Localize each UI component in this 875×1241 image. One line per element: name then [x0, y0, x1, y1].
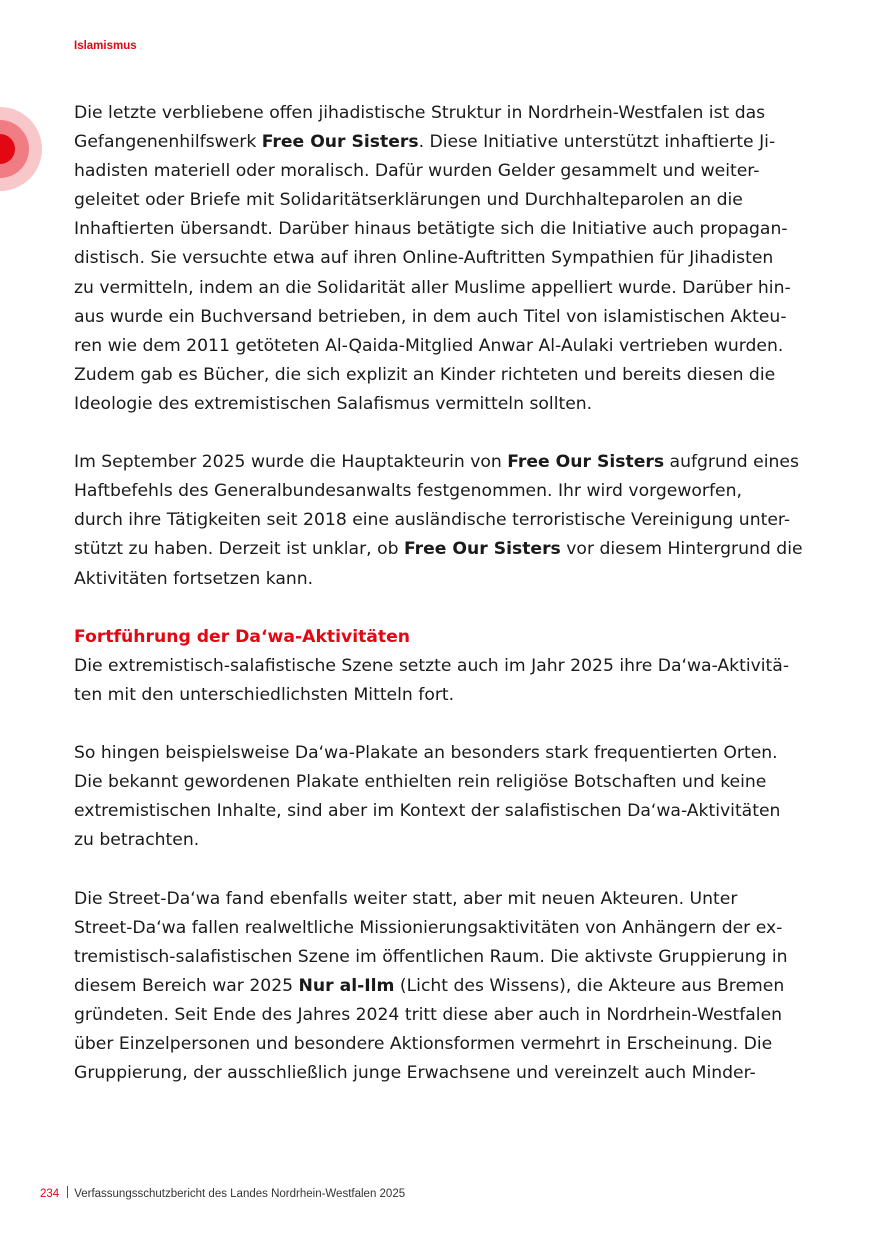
paragraph-arrest — [74, 448, 808, 593]
text-line: geleitet oder Briefe mit Solidaritätserklärungen und Durchhalteparolen an die — [74, 190, 743, 211]
text-line: Die Street-Da‘wa fand ebenfalls weiter statt, aber mit neuen Akteuren. Unter — [74, 888, 738, 909]
text-line: aus wurde ein Buchversand betrieben, in dem auch Titel von islamistischen Akteu- — [74, 306, 787, 327]
text-line — [74, 972, 808, 1001]
text-run: vor diesem Hintergrund die — [560, 539, 803, 560]
text-run: . Diese Initiative unterstützt inhaftierte Ji- — [418, 132, 776, 153]
text-line: Die bekannt gewordenen Plakate enthielten rein religiöse Botschaften und keine — [74, 772, 767, 793]
paragraph-dawa-intro — [74, 652, 808, 710]
text-line — [74, 128, 808, 157]
text-run: diesem Bereich war 2025 — [74, 975, 299, 996]
text-line: zu vermitteln, indem an die Solidarität aller Muslime appelliert wurde. Darüber hin- — [74, 277, 791, 298]
text-line — [74, 448, 808, 477]
text-line: tremistisch-salafistischen Szene im öffentlichen Raum. Die aktivste Gruppierung in — [74, 946, 788, 967]
paragraph-dawa-posters — [74, 739, 808, 855]
text-line: Die letzte verbliebene offen jihadistische Struktur in Nordrhein-Westfalen ist das — [74, 103, 766, 123]
text-line: zu betrachten. — [74, 830, 200, 851]
text-line: Haftbefehls des Generalbundesanwalts festgenommen. Ihr wird vorgeworfen, — [74, 481, 742, 502]
text-line: Die extremistisch-salafistische Szene setzte auch im Jahr 2025 ihre Da‘wa-Aktivitä- — [74, 655, 790, 676]
organization-name: Free Our Sisters — [507, 452, 665, 473]
text-run: stützt zu haben. Derzeit ist unklar, ob — [74, 539, 404, 560]
text-line: durch ihre Tätigkeiten seit 2018 eine ausländische terroristische Vereinigung unter- — [74, 510, 791, 531]
text-run: Im September 2025 wurde die Hauptakteurin von — [74, 452, 508, 473]
text-line: Inhaftierten übersandt. Darüber hinaus betätigte sich die Initiative auch propagan- — [74, 219, 788, 240]
footer-divider — [67, 1186, 68, 1198]
text-line: Aktivitäten fortsetzen kann. — [74, 568, 314, 589]
text-line: ren wie dem 2011 getöteten Al-Qaida-Mitglied Anwar Al-Aulaki vertrieben wurden. — [74, 335, 784, 356]
text-line: Street-Da‘wa fallen realweltliche Missionierungsaktivitäten von Anhängern der ex- — [74, 917, 783, 938]
text-line: gründeten. Seit Ende des Jahres 2024 tritt diese aber auch in Nordrhein-Westfalen — [74, 1004, 783, 1025]
text-line: hadisten materiell oder moralisch. Dafür wurden Gelder gesammelt und weiter- — [74, 161, 760, 182]
paragraph-street-dawa — [74, 885, 808, 1089]
body-text — [74, 99, 808, 1088]
text-run: aufgrund eines — [664, 452, 799, 473]
organization-name: Nur al-Ilm — [298, 975, 395, 996]
text-line: Ideologie des extremistischen Salafismus vermitteln sollten. — [74, 393, 593, 414]
organization-name: Free Our Sisters — [403, 539, 561, 560]
text-line: Zudem gab es Bücher, die sich explizit an Kinder richteten und bereits diesen die — [74, 364, 776, 385]
text-run: Gefangenenhilfswerk — [74, 132, 262, 153]
text-line: distisch. Sie versuchte etwa auf ihren Online-Auftritten Sympathien für Jihadisten — [74, 248, 774, 269]
text-run: (Licht des Wissens), die Akteure aus Bremen — [394, 975, 785, 996]
text-line: So hingen beispielsweise Da‘wa-Plakate an besonders stark frequentierten Orten. — [74, 743, 778, 764]
text-line: ten mit den unterschiedlichsten Mitteln fort. — [74, 684, 455, 705]
section-heading: Fortführung der Da‘wa-Aktivitäten — [74, 626, 411, 647]
paragraph-free-our-sisters-intro — [74, 99, 808, 419]
text-line: extremistischen Inhalte, sind aber im Kontext der salafistischen Da‘wa-Aktivitäten — [74, 801, 781, 822]
text-line: Gruppierung, der ausschließlich junge Erwachsene und vereinzelt auch Minder- — [74, 1063, 756, 1084]
page-number: 234 — [40, 1188, 60, 1200]
text-line — [74, 535, 808, 564]
organization-name: Free Our Sisters — [261, 132, 419, 153]
publication-title: Verfassungsschutzbericht des Landes Nordrhein-Westfalen 2025 — [74, 1188, 406, 1200]
text-line: über Einzelpersonen und besondere Aktionsformen vermehrt in Erscheinung. Die — [74, 1034, 773, 1054]
running-head: Islamismus — [74, 40, 137, 52]
page-footer — [40, 1186, 405, 1200]
